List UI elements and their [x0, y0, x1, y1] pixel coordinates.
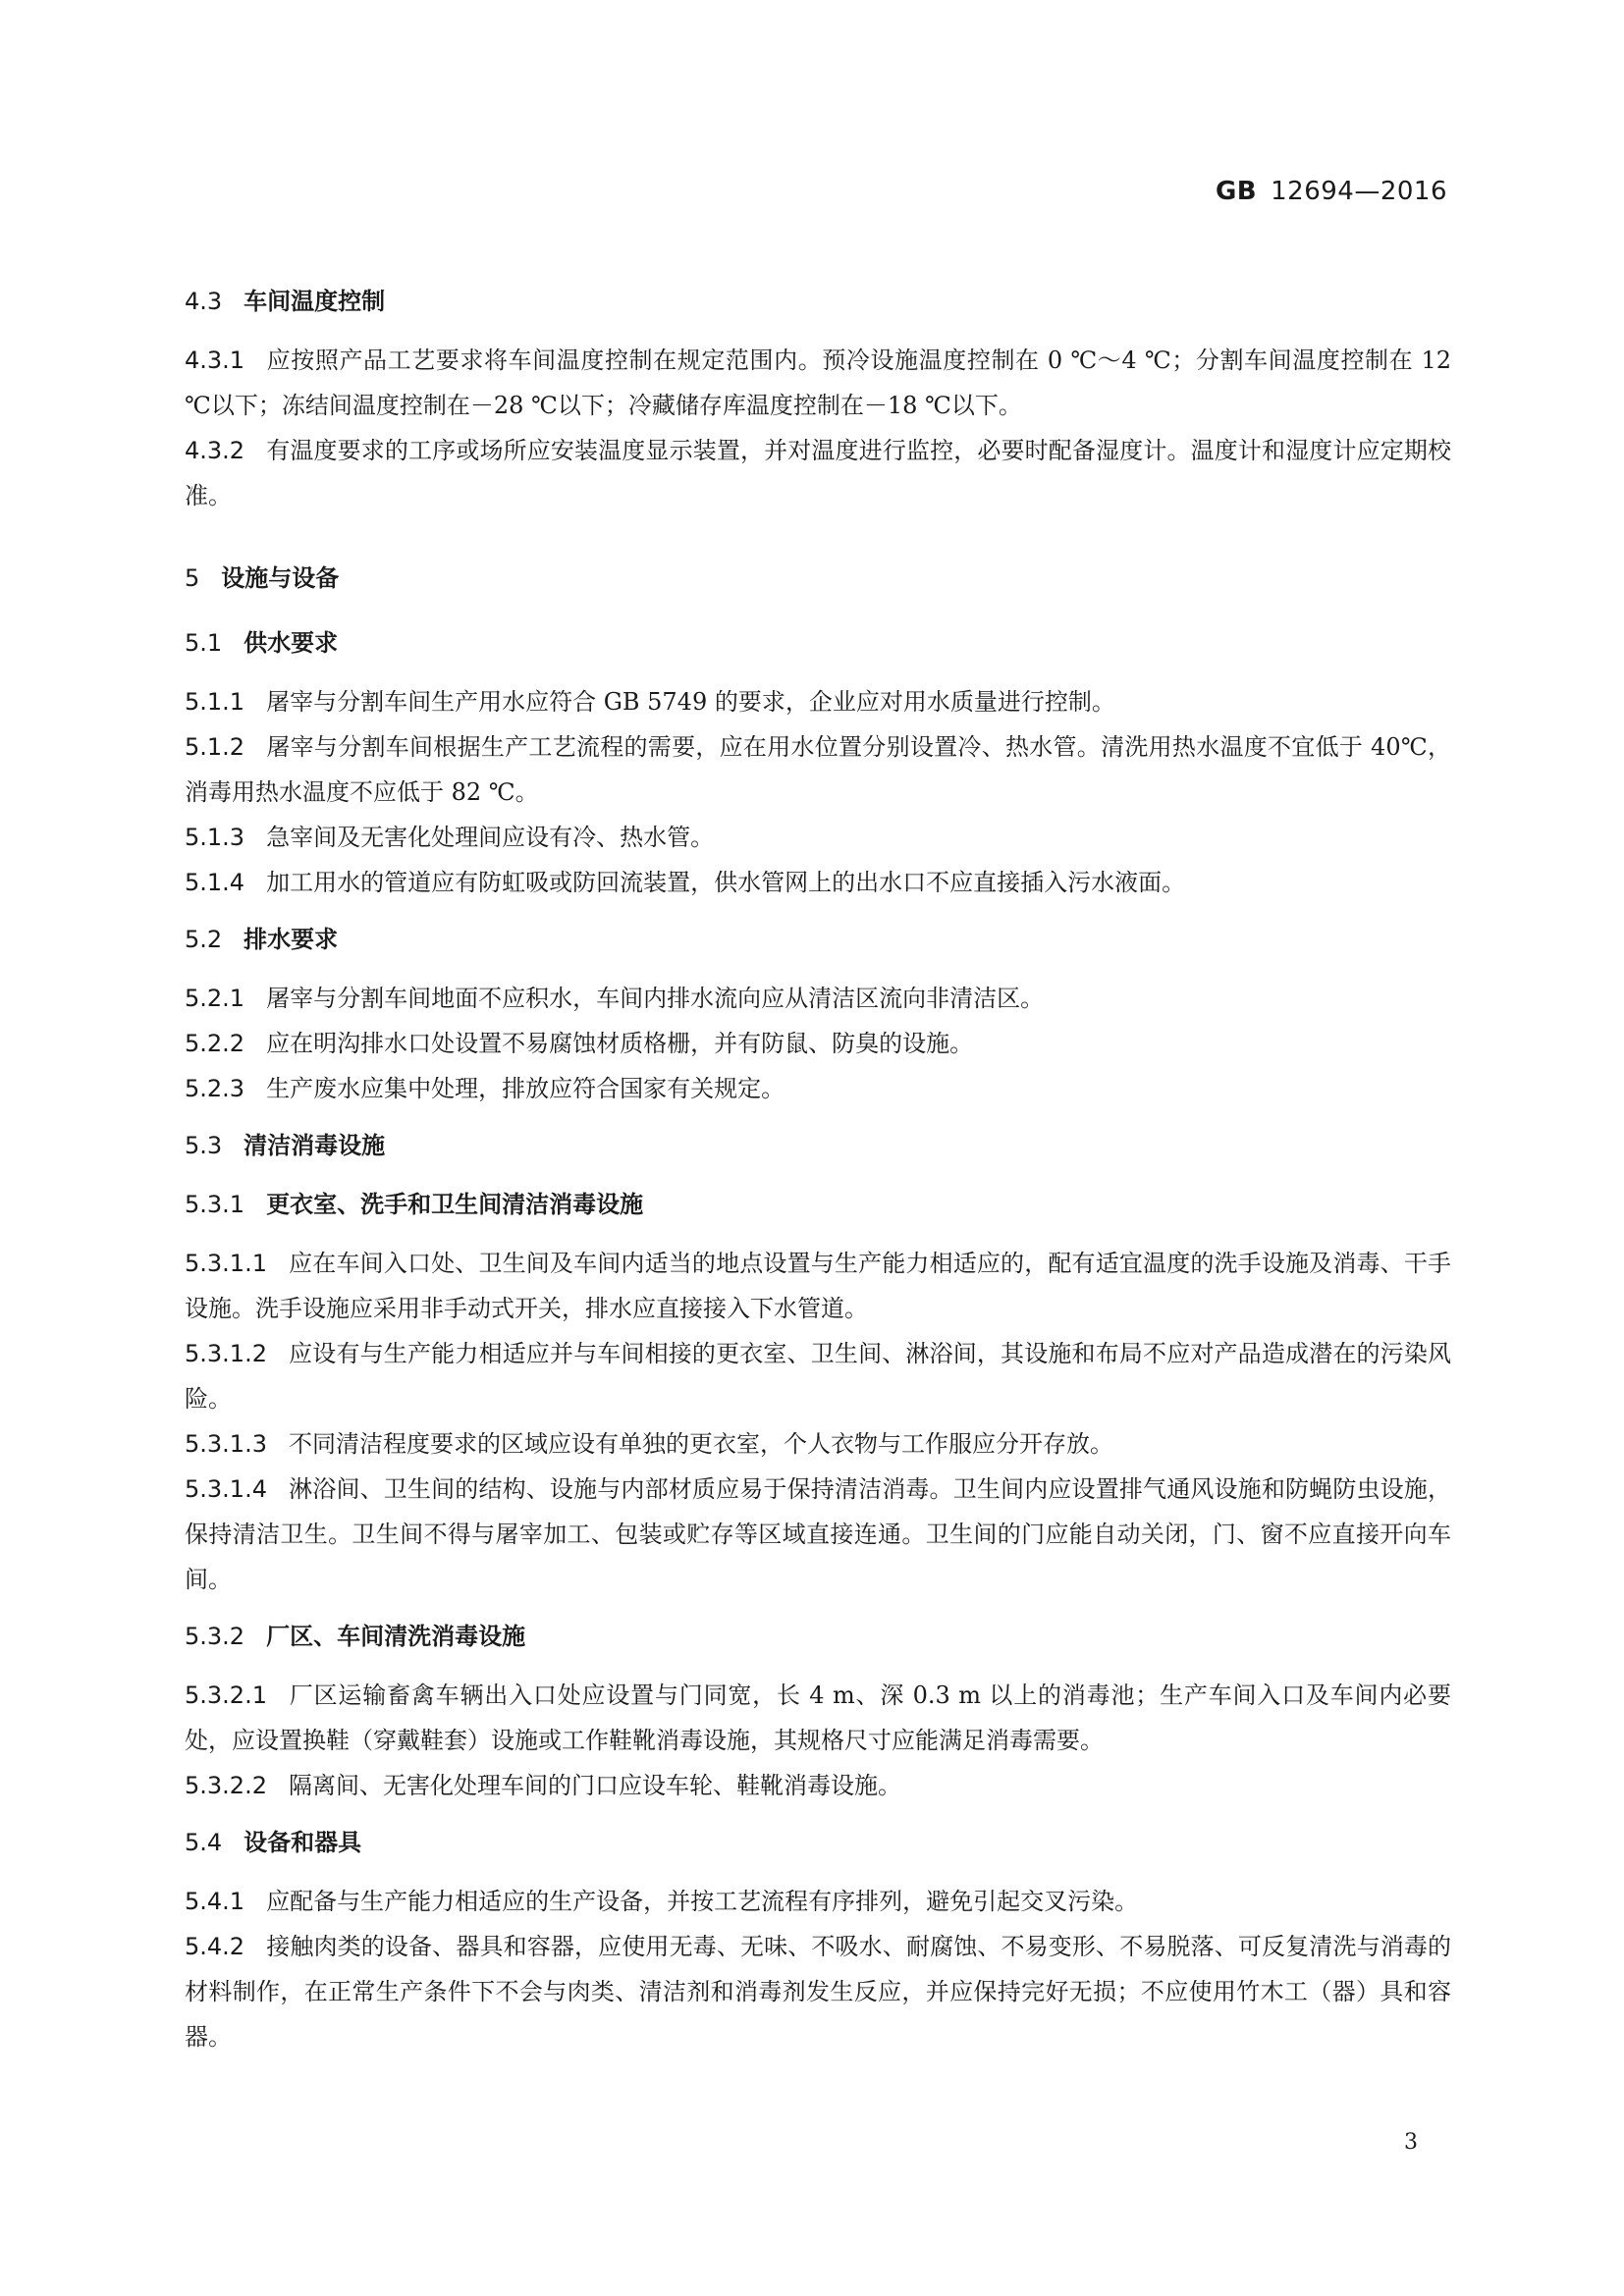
section-heading [185, 1614, 1451, 1659]
clause-paragraph [185, 1021, 1451, 1066]
clause-text: 生产废水应集中处理，排放应符合国家有关规定。 [266, 1075, 785, 1102]
clause-paragraph [185, 1924, 1451, 2059]
clause-text: 屠宰与分割车间生产用水应符合 GB 5749 的要求，企业应对用水质量进行控制。 [266, 688, 1115, 716]
clause-number: 4.3.1 [185, 347, 245, 374]
page-number: 3 [1404, 2130, 1418, 2155]
clause-paragraph [185, 338, 1451, 428]
clause-paragraph [185, 976, 1451, 1021]
clause-number: 5.4.1 [185, 1888, 245, 1915]
clause-number: 5.3.1.2 [185, 1340, 267, 1367]
clause-text: 屠宰与分割车间地面不应积水，车间内排水流向应从清洁区流向非清洁区。 [266, 985, 1045, 1012]
section-title: 厂区、车间清洗消毒设施 [266, 1623, 526, 1650]
clause-paragraph [185, 1467, 1451, 1602]
clause-paragraph [185, 1763, 1451, 1808]
clause-paragraph [185, 724, 1451, 815]
clause-text: 屠宰与分割车间根据生产工艺流程的需要，应在用水位置分别设置冷、热水管。清洗用热水温度不宜低于 40℃，消毒用热水温度不应低于 82 ℃。 [185, 733, 1451, 806]
clause-number: 4.3.2 [185, 437, 245, 464]
clause-text: 应按照产品工艺要求将车间温度控制在规定范围内。预冷设施温度控制在 0 ℃～4 ℃；分割车间温度控制在 12 ℃以下；冻结间温度控制在－28 ℃以下；冷藏储存库温度控制在－18 ℃以下。 [185, 347, 1451, 419]
clause-paragraph [185, 1066, 1451, 1111]
section-heading [185, 620, 1451, 666]
clause-text: 淋浴间、卫生间的结构、设施与内部材质应易于保持清洁消毒。卫生间内应设置排气通风设施和防蝇防虫设施，保持清洁卫生。卫生间不得与屠宰加工、包装或贮存等区域直接连通。卫生间的门应能自动关闭，门、窗不应直接开向车间。 [185, 1475, 1451, 1593]
clause-text: 应配备与生产能力相适应的生产设备，并按工艺流程有序排列，避免引起交叉污染。 [266, 1888, 1139, 1915]
document-body [185, 267, 1451, 2059]
clause-number: 5.3.1.4 [185, 1475, 267, 1503]
section-heading [185, 279, 1451, 324]
clause-paragraph [185, 1673, 1451, 1763]
clause-paragraph [185, 860, 1451, 905]
section-heading [185, 917, 1451, 962]
standard-code-header [1216, 177, 1447, 206]
clause-number: 5.3.1 [185, 1191, 245, 1218]
standard-number: 12694—2016 [1271, 177, 1447, 206]
section-title: 供水要求 [244, 629, 339, 657]
section-heading [185, 1820, 1451, 1865]
clause-number: 5.2 [185, 926, 223, 953]
standard-prefix: GB [1215, 177, 1258, 206]
section-title: 排水要求 [244, 926, 339, 953]
clause-number: 5.2.2 [185, 1030, 245, 1057]
clause-paragraph [185, 1331, 1451, 1421]
clause-number: 5.3.2 [185, 1623, 245, 1650]
clause-paragraph [185, 428, 1451, 518]
clause-text: 隔离间、无害化处理车间的门口应设车轮、鞋靴消毒设施。 [288, 1772, 901, 1799]
section-title: 设施与设备 [221, 564, 340, 592]
clause-paragraph [185, 1879, 1451, 1924]
clause-number: 5.3.2.2 [185, 1772, 267, 1799]
clause-number: 5.1.3 [185, 824, 245, 851]
section-title: 清洁消毒设施 [244, 1132, 386, 1159]
clause-paragraph [185, 1421, 1451, 1467]
section-heading [185, 1182, 1451, 1227]
clause-number: 5.1.2 [185, 733, 245, 761]
clause-text: 不同清洁程度要求的区域应设有单独的更衣室，个人衣物与工作服应分开存放。 [288, 1430, 1113, 1458]
clause-text: 加工用水的管道应有防虹吸或防回流装置，供水管网上的出水口不应直接插入污水液面。 [266, 869, 1186, 896]
clause-number: 5.3.1.1 [185, 1250, 267, 1277]
clause-text: 接触肉类的设备、器具和容器，应使用无毒、无味、不吸水、耐腐蚀、不易变形、不易脱落、可反复清洗与消毒的材料制作，在正常生产条件下不会与肉类、清洁剂和消毒剂发生反应，并应保持完好无损；不应使用竹木工（器）具和容器。 [185, 1933, 1451, 2051]
clause-number: 5.3.1.3 [185, 1430, 267, 1458]
clause-number: 4.3 [185, 288, 223, 315]
section-title: 更衣室、洗手和卫生间清洁消毒设施 [266, 1191, 644, 1218]
clause-number: 5 [185, 564, 200, 592]
clause-number: 5.4.2 [185, 1933, 245, 1960]
clause-number: 5.2.1 [185, 985, 245, 1012]
clause-text: 有温度要求的工序或场所应安装温度显示装置，并对温度进行监控，必要时配备湿度计。温度计和湿度计应定期校准。 [185, 437, 1451, 509]
clause-number: 5.3.2.1 [185, 1682, 267, 1709]
clause-text: 应设有与生产能力相适应并与车间相接的更衣室、卫生间、淋浴间，其设施和布局不应对产品造成潜在的污染风险。 [185, 1340, 1451, 1413]
clause-number: 5.1.1 [185, 688, 245, 716]
clause-number: 5.3 [185, 1132, 223, 1159]
clause-text: 应在车间入口处、卫生间及车间内适当的地点设置与生产能力相适应的，配有适宜温度的洗手设施及消毒、干手设施。洗手设施应采用非手动式开关，排水应直接接入下水管道。 [185, 1250, 1451, 1322]
clause-number: 5.1.4 [185, 869, 245, 896]
clause-text: 急宰间及无害化处理间应设有冷、热水管。 [266, 824, 715, 851]
clause-text: 厂区运输畜禽车辆出入口处应设置与门同宽，长 4 m、深 0.3 m 以上的消毒池；生产车间入口及车间内必要处，应设置换鞋（穿戴鞋套）设施或工作鞋靴消毒设施，其规格尺寸应能满足消毒需要。 [185, 1682, 1451, 1754]
clause-number: 5.1 [185, 629, 223, 657]
clause-paragraph [185, 1241, 1451, 1331]
clause-paragraph [185, 815, 1451, 860]
section-heading [185, 1123, 1451, 1168]
clause-number: 5.4 [185, 1829, 223, 1856]
section-title: 设备和器具 [244, 1829, 362, 1856]
section-title: 车间温度控制 [244, 288, 386, 315]
clause-text: 应在明沟排水口处设置不易腐蚀材质格栅，并有防鼠、防臭的设施。 [266, 1030, 974, 1057]
clause-number: 5.2.3 [185, 1075, 245, 1102]
clause-paragraph [185, 679, 1451, 724]
section-heading [185, 556, 1451, 601]
